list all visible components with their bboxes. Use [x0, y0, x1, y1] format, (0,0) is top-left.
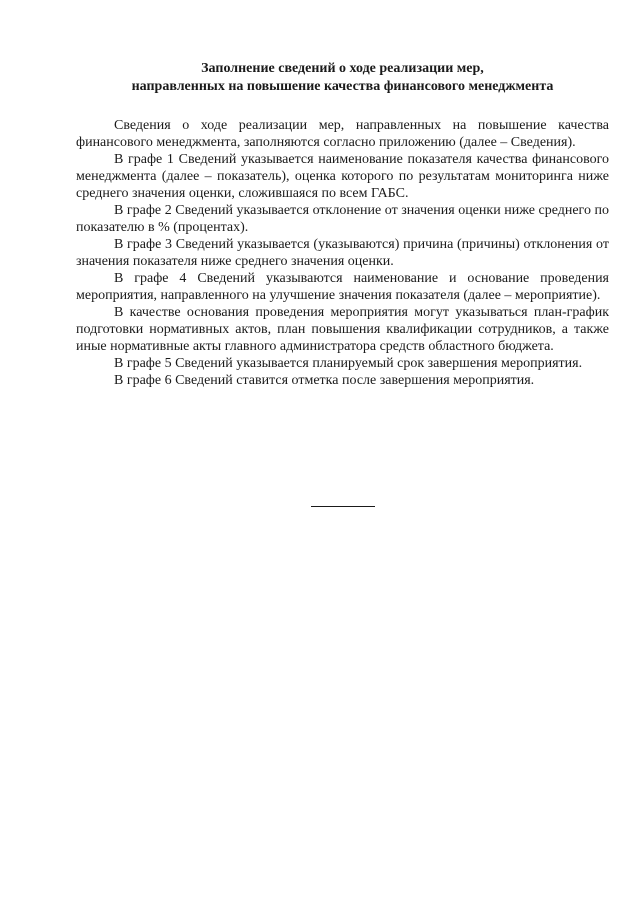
- paragraph-column-1: В графе 1 Сведений указывается наименование показателя качества финансового менеджмента (далее – показатель), оценка которого по результатам мониторинга ниже среднего значения оценки, сложившаяся по всем ГАБС.: [76, 152, 609, 201]
- paragraph-column-2: В графе 2 Сведений указывается отклонение от значения оценки ниже среднего по показателю в % (процентах).: [76, 203, 609, 235]
- title-line-1: Заполнение сведений о ходе реализации мер,: [201, 61, 484, 76]
- paragraph-column-6: В графе 6 Сведений ставится отметка после завершения мероприятия.: [114, 373, 535, 388]
- paragraph-column-5: В графе 5 Сведений указывается планируемый срок завершения мероприятия.: [114, 356, 583, 371]
- title-line-2: направленных на повышение качества финансового менеджмента: [131, 79, 554, 94]
- document-title: [76, 60, 609, 96]
- paragraph-intro: Сведения о ходе реализации мер, направленных на повышение качества финансового менеджмента, заполняются согласно приложению (далее – Сведения).: [76, 118, 609, 150]
- document-page: [76, 60, 609, 389]
- end-divider: [311, 506, 375, 507]
- paragraph-basis: В качестве основания проведения мероприятия могут указываться план-график подготовки нормативных актов, план повышения квалификации сотрудников, а также иные нормативные акты главного администратора средств областного бюджета.: [76, 305, 609, 354]
- paragraph-column-4: В графе 4 Сведений указываются наименование и основание проведения мероприятия, направленного на улучшение значения показателя (далее – мероприятие).: [76, 271, 609, 303]
- paragraph-column-3: В графе 3 Сведений указывается (указываются) причина (причины) отклонения от значения показателя ниже среднего значения оценки.: [76, 237, 609, 269]
